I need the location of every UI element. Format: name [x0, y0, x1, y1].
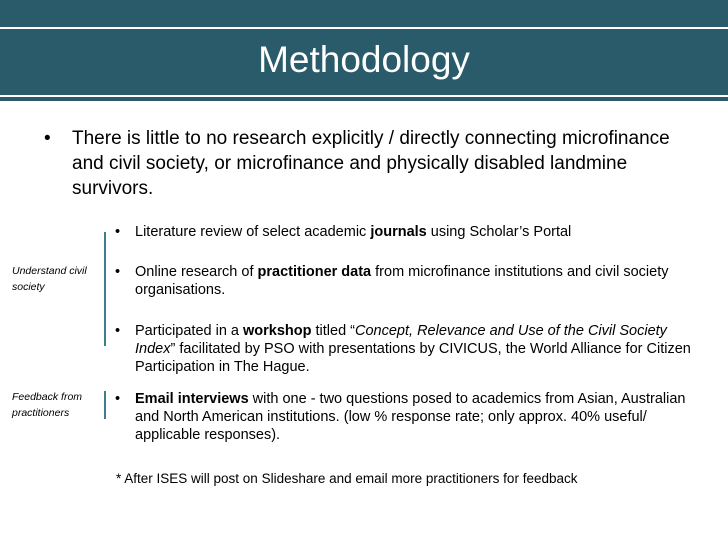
bold-term: workshop [243, 323, 312, 339]
title-rule-top [0, 27, 728, 29]
title-rule-bottom [0, 95, 728, 97]
text-part: Participated in a [135, 323, 244, 339]
text-part: titled “ [311, 323, 356, 339]
bullet-glyph: • [115, 323, 121, 339]
sub-bullet-workshop [115, 322, 695, 376]
divider-line-civil [104, 232, 106, 346]
bullet-glyph: • [115, 224, 121, 240]
sub-bullet-text [135, 322, 695, 376]
main-bullet [44, 126, 684, 201]
divider-line-feedback [104, 391, 106, 419]
sub-bullet-practitioner-data [115, 263, 695, 299]
main-bullet-text: There is little to no research explicitly / directly connecting microfinance and civil society, or microfinance and physically disabled landmine survivors. [72, 128, 670, 199]
bold-term: practitioner data [257, 264, 372, 280]
side-label-civil: Understand civil society [12, 265, 87, 293]
footnote: * After ISES will post on Slideshare and email more practitioners for feedback [116, 471, 578, 486]
bullet-glyph: • [115, 391, 121, 407]
bold-term: journals [370, 224, 427, 240]
sub-bullet-email-interviews [115, 390, 695, 444]
bold-term: Email interviews [135, 391, 249, 407]
bullet-glyph: • [115, 264, 121, 280]
sub-bullet-text [135, 263, 695, 299]
text-part: Online research of [135, 264, 258, 280]
text-part: using Scholar’s Portal [426, 224, 572, 240]
text-part: Literature review of select academic [135, 224, 371, 240]
text-part: from microfinance institutions and civil society organisations. [135, 264, 669, 298]
slide-title: Methodology [258, 39, 470, 80]
sub-bullet-journals [115, 223, 695, 241]
sub-bullet-text [135, 390, 695, 444]
text-part: with one - two questions posed to academics from Asian, Australian and North American institutions. (low % response rate; only approx. 40% useful/ applicable responses). [135, 391, 686, 443]
italic-title: Concept, Relevance and Use of the Civil Society Index [135, 323, 667, 357]
title-bar [0, 0, 728, 101]
bullet-glyph: • [44, 128, 51, 149]
side-label-feedback: Feedback from practitioners [12, 391, 83, 419]
text-part: ” facilitated by PSO with presentations by CIVICUS, the World Alliance for Citizen Participation in The Hague. [135, 341, 691, 375]
sub-bullet-text [135, 223, 695, 241]
